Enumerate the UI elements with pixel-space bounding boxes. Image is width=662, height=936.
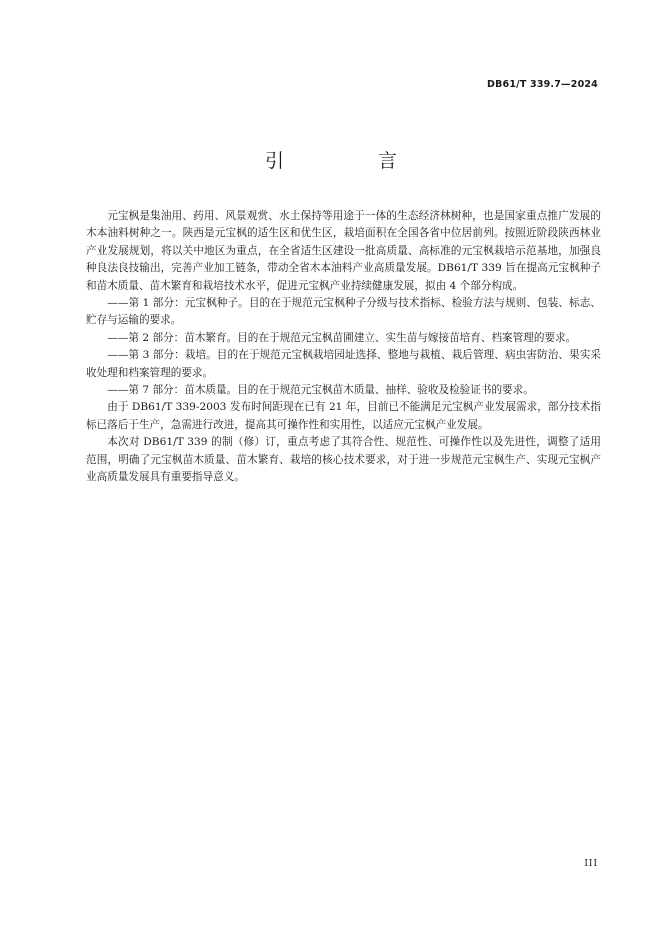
document-code: DB61/T 339.7—2024 [487,79,598,90]
paragraph-part-7: ——第 7 部分：苗木质量。目的在于规范元宝枫苗木质量、抽样、验收及检验证书的要求。 [107,384,534,397]
paragraph-revision-reason: 由于 DB61/T 339-2003 发布时间距现在已有 21 年，目前已不能满足元宝枫产业发展需求，部分技术指标已落后于生产，急需进行改进，提高其可操作性和实用性，以适应元宝枫产业发展。 [86,401,601,431]
paragraph-revision-scope: 本次对 DB61/T 339 的制（修）订，重点考虑了其符合性、规范性、可操作性以及先进性，调整了适用范围，明确了元宝枫苗木质量、苗木繁育、栽培的核心技术要求，对于进一步规范元宝枫生产、实现元宝枫产业高质量发展具有重要指导意义。 [86,436,601,484]
paragraph-part-2: ——第 2 部分：苗木繁育。目的在于规范元宝枫苗圃建立、实生苗与嫁接苗培育、档案管理的要求。 [107,331,577,344]
paragraph-intro: 元宝枫是集油用、药用、风景观赏、水土保持等用途于一体的生态经济林树种，也是国家重点推广发展的木本油料树种之一。陕西是元宝枫的适生区和优生区，栽培面积在全国各省中位居前列。按照近阶段陕西林业产业发展规划，将以关中地区为重点，在全省适生区建设一批高质量、高标准的元宝枫栽培示范基地，加强良种良法良技输出，完善产业加工链条，带动全省木本油料产业高质量发展。DB61/T 339 旨在提高元宝枫种子和苗木质量、苗木繁育和栽培技术水平，促进元宝枫产业持续健康发展，拟由 4 个部分构成。 [86,210,601,292]
page-number: III [584,859,598,869]
page-title: 引 言 [264,150,442,172]
paragraph-part-1: ——第 1 部分：元宝枫种子。目的在于规范元宝枫种子分级与技术指标、检验方法与规则、包装、标志、贮存与运输的要求。 [86,297,601,327]
paragraph-part-3: ——第 3 部分：栽培。目的在于规范元宝枫栽培园址选择、整地与栽植、栽后管理、病虫害防治、果实采收处理和档案管理的要求。 [86,349,601,379]
document-body [86,208,601,487]
